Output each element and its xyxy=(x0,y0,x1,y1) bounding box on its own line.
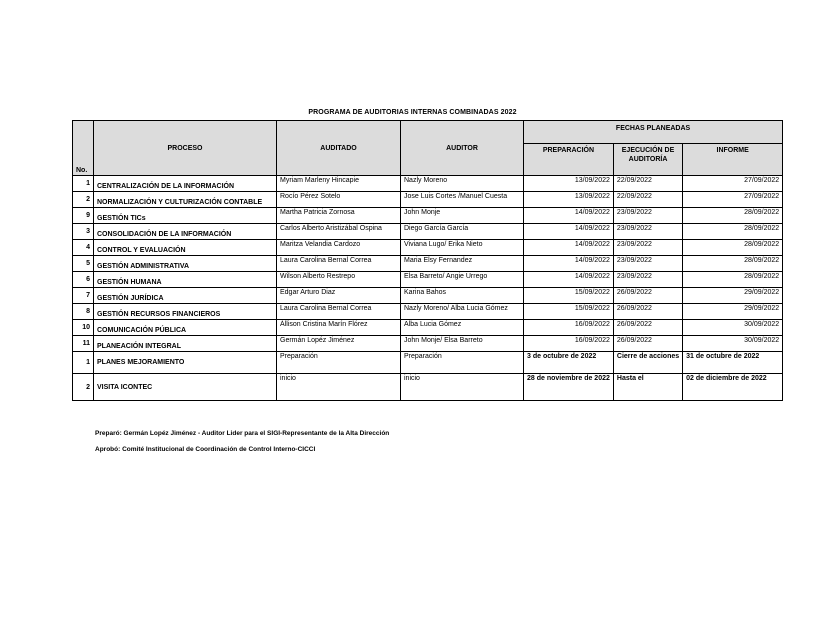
table-row xyxy=(73,208,783,224)
row-auditado: Rocío Pérez Sotelo xyxy=(277,192,401,208)
row-auditor: Alba Lucia Gómez xyxy=(401,320,524,336)
header-preparacion: PREPARACIÓN xyxy=(524,144,614,176)
row-auditor: Nazly Moreno/ Alba Lucia Gómez xyxy=(401,304,524,320)
table-row xyxy=(73,352,783,374)
row-ejecucion: 23/09/2022 xyxy=(613,208,682,224)
header-auditor: AUDITOR xyxy=(401,121,524,176)
row-preparacion: 28 de noviembre de 2022 xyxy=(524,374,614,401)
row-proceso: VISITA ICONTEC xyxy=(94,374,277,401)
row-preparacion: 14/09/2022 xyxy=(524,208,614,224)
header-informe: INFORME xyxy=(683,144,783,176)
row-number: 7 xyxy=(73,288,94,304)
row-auditor: John Monje/ Elsa Barreto xyxy=(401,336,524,352)
header-no: No. xyxy=(73,121,94,176)
row-auditado: Edgar Arturo Diaz xyxy=(277,288,401,304)
row-preparacion: 3 de octubre de 2022 xyxy=(524,352,614,374)
header-auditado: AUDITADO xyxy=(277,121,401,176)
row-auditor: Viviana Lugo/ Erika Nieto xyxy=(401,240,524,256)
row-proceso: CONTROL Y EVALUACIÓN xyxy=(94,240,277,256)
table-row xyxy=(73,336,783,352)
row-preparacion: 16/09/2022 xyxy=(524,320,614,336)
row-auditor: John Monje xyxy=(401,208,524,224)
row-number: 11 xyxy=(73,336,94,352)
row-informe: 30/09/2022 xyxy=(683,320,783,336)
row-proceso: CENTRALIZACIÓN DE LA INFORMACIÓN xyxy=(94,176,277,192)
row-proceso: GESTIÓN RECURSOS FINANCIEROS xyxy=(94,304,277,320)
row-auditado: Preparación xyxy=(277,352,401,374)
row-auditor: Maria Elsy Fernandez xyxy=(401,256,524,272)
row-informe: 29/09/2022 xyxy=(683,288,783,304)
row-number: 2 xyxy=(73,374,94,401)
row-preparacion: 15/09/2022 xyxy=(524,304,614,320)
row-preparacion: 14/09/2022 xyxy=(524,272,614,288)
row-informe: 30/09/2022 xyxy=(683,336,783,352)
header-proceso: PROCESO xyxy=(94,121,277,176)
row-proceso: CONSOLIDACIÓN DE LA INFORMACIÓN xyxy=(94,224,277,240)
table-row xyxy=(73,288,783,304)
row-ejecucion: 23/09/2022 xyxy=(613,240,682,256)
row-proceso: PLANES MEJORAMIENTO xyxy=(94,352,277,374)
row-ejecucion: 23/09/2022 xyxy=(613,256,682,272)
table-row xyxy=(73,272,783,288)
row-ejecucion: 26/09/2022 xyxy=(613,336,682,352)
table-row xyxy=(73,240,783,256)
row-ejecucion: 22/09/2022 xyxy=(613,192,682,208)
row-auditado: Germán Lopéz Jiménez xyxy=(277,336,401,352)
row-informe: 27/09/2022 xyxy=(683,176,783,192)
table-row xyxy=(73,374,783,401)
row-ejecucion: 23/09/2022 xyxy=(613,272,682,288)
row-auditado: Carlos Alberto Aristizábal Ospina xyxy=(277,224,401,240)
row-proceso: NORMALIZACIÓN Y CULTURIZACIÓN CONTABLE xyxy=(94,192,277,208)
row-auditor: Karina Bahos xyxy=(401,288,524,304)
header-fechas-planeadas: FECHAS PLANEADAS xyxy=(524,121,783,144)
header-ejecucion: EJECUCIÓN DE AUDITORÍA xyxy=(613,144,682,176)
row-auditado: Laura Carolina Bernal Correa xyxy=(277,256,401,272)
row-ejecucion: 26/09/2022 xyxy=(613,320,682,336)
row-informe: 27/09/2022 xyxy=(683,192,783,208)
row-number: 1 xyxy=(73,352,94,374)
audit-program-table xyxy=(72,120,783,401)
row-proceso: GESTIÓN JURÍDICA xyxy=(94,288,277,304)
row-auditor: Jose Luis Cortes /Manuel Cuesta xyxy=(401,192,524,208)
row-informe: 29/09/2022 xyxy=(683,304,783,320)
row-preparacion: 14/09/2022 xyxy=(524,256,614,272)
row-preparacion: 16/09/2022 xyxy=(524,336,614,352)
row-auditor: Diego García García xyxy=(401,224,524,240)
footer-preparo: Preparó: Germán Lopéz Jiménez - Auditor Lider para el SIGI-Representante de la Alta Dirección xyxy=(95,430,390,437)
row-informe: 28/09/2022 xyxy=(683,272,783,288)
row-proceso: GESTIÓN ADMINISTRATIVA xyxy=(94,256,277,272)
table-row xyxy=(73,224,783,240)
row-auditado: Myriam Marleny Hincapie xyxy=(277,176,401,192)
row-proceso: GESTIÓN HUMANA xyxy=(94,272,277,288)
row-number: 4 xyxy=(73,240,94,256)
row-preparacion: 15/09/2022 xyxy=(524,288,614,304)
row-number: 10 xyxy=(73,320,94,336)
row-informe: 31 de octubre de 2022 xyxy=(683,352,783,374)
table-row xyxy=(73,256,783,272)
row-ejecucion: Cierre de acciones xyxy=(613,352,682,374)
row-auditado: Laura Carolina Bernal Correa xyxy=(277,304,401,320)
row-number: 8 xyxy=(73,304,94,320)
row-informe: 28/09/2022 xyxy=(683,240,783,256)
document-title: PROGRAMA DE AUDITORIAS INTERNAS COMBINADAS 2022 xyxy=(308,109,517,116)
row-auditor: Nazly Moreno xyxy=(401,176,524,192)
row-auditado: Martha Patricia Zornosa xyxy=(277,208,401,224)
row-auditado: Wilson Alberto Restrepo xyxy=(277,272,401,288)
row-number: 6 xyxy=(73,272,94,288)
row-ejecucion: 22/09/2022 xyxy=(613,176,682,192)
row-number: 3 xyxy=(73,224,94,240)
row-auditado: Állison Cristina Marín Flórez xyxy=(277,320,401,336)
row-proceso: PLANEACIÓN INTEGRAL xyxy=(94,336,277,352)
table-row xyxy=(73,320,783,336)
row-informe: 28/09/2022 xyxy=(683,208,783,224)
row-ejecucion: 26/09/2022 xyxy=(613,288,682,304)
row-auditor: inicio xyxy=(401,374,524,401)
row-number: 9 xyxy=(73,208,94,224)
row-preparacion: 14/09/2022 xyxy=(524,224,614,240)
row-preparacion: 13/09/2022 xyxy=(524,176,614,192)
row-proceso: GESTIÓN TICs xyxy=(94,208,277,224)
row-informe: 28/09/2022 xyxy=(683,256,783,272)
row-proceso: COMUNICACIÓN PÚBLICA xyxy=(94,320,277,336)
row-preparacion: 14/09/2022 xyxy=(524,240,614,256)
row-auditor: Elsa Barreto/ Angie Urrego xyxy=(401,272,524,288)
table-row xyxy=(73,176,783,192)
row-number: 1 xyxy=(73,176,94,192)
row-informe: 02 de diciembre de 2022 xyxy=(683,374,783,401)
row-ejecucion: 23/09/2022 xyxy=(613,224,682,240)
row-auditor: Preparación xyxy=(401,352,524,374)
table-row xyxy=(73,304,783,320)
table-row xyxy=(73,192,783,208)
row-number: 2 xyxy=(73,192,94,208)
row-ejecucion: Hasta el xyxy=(613,374,682,401)
row-informe: 28/09/2022 xyxy=(683,224,783,240)
row-number: 5 xyxy=(73,256,94,272)
row-auditado: inicio xyxy=(277,374,401,401)
row-auditado: Maritza Velandia Cardozo xyxy=(277,240,401,256)
footer-aprobo: Aprobó: Comité Institucional de Coordinación de Control Interno-CICCI xyxy=(95,446,316,453)
row-ejecucion: 26/09/2022 xyxy=(613,304,682,320)
row-preparacion: 13/09/2022 xyxy=(524,192,614,208)
